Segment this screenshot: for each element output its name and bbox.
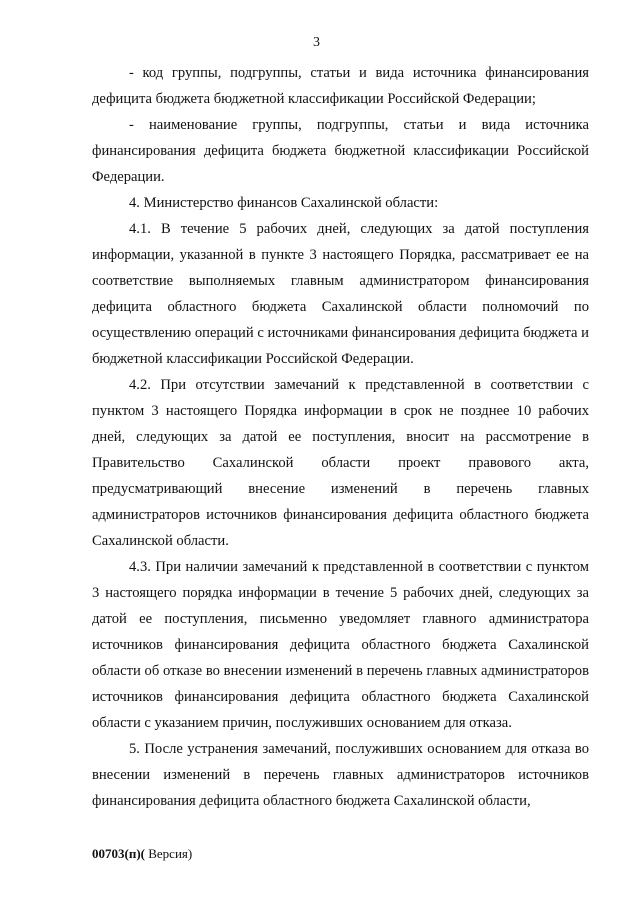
document-body	[92, 60, 589, 814]
paragraph-4-2: 4.2. При отсутствии замечаний к представленной в соответствии с пунктом 3 настоящего Порядка информации в срок не позднее 10 рабочих дней, следующих за датой ее поступления, вносит на рассмотрение в Правительство Сахалинской области проект правового акта, предусматривающий внесение изменений в перечень главных администраторов источников финансирования дефицита областного бюджета Сахалинской области.	[92, 377, 589, 549]
paragraph-4-1: 4.1. В течение 5 рабочих дней, следующих за датой поступления информации, указанной в пункте 3 настоящего Порядка, рассматривает ее на соответствие выполняемых главным администратором финансирования дефицита областного бюджета Сахалинской области полномочий по осуществлению операций с источниками финансирования дефицита бюджета и бюджетной классификации Российской Федерации.	[92, 221, 589, 367]
paragraph-4: 4. Министерство финансов Сахалинской области:	[129, 195, 439, 211]
list-item-group-code: - код группы, подгруппы, статьи и вида источника финансирования дефицита бюджета бюджетной классификации Российской Федерации;	[92, 65, 589, 107]
document-footer-code	[92, 846, 192, 862]
list-item-group-name: - наименование группы, подгруппы, статьи и вида источника финансирования дефицита бюджета бюджетной классификации Российской Федерации.	[92, 117, 589, 185]
paragraph-4-3: 4.3. При наличии замечаний к представленной в соответствии с пунктом 3 настоящего порядка информации в течение 5 рабочих дней, следующих за датой ее поступления, письменно уведомляет главного администратора источников финансирования дефицита областного бюджета Сахалинской области об отказе во внесении изменений в перечень главных администраторов источников финансирования дефицита областного бюджета Сахалинской области с указанием причин, послуживших основанием для отказа.	[92, 559, 589, 731]
footer-code-number: 00703(п)(	[92, 846, 145, 861]
page-number: 3	[313, 35, 320, 50]
footer-version: Версия)	[144, 846, 193, 861]
paragraph-5: 5. После устранения замечаний, послуживших основанием для отказа во внесении изменений в перечень главных администраторов источников финансирования дефицита областного бюджета Сахалинской области,	[92, 741, 589, 809]
